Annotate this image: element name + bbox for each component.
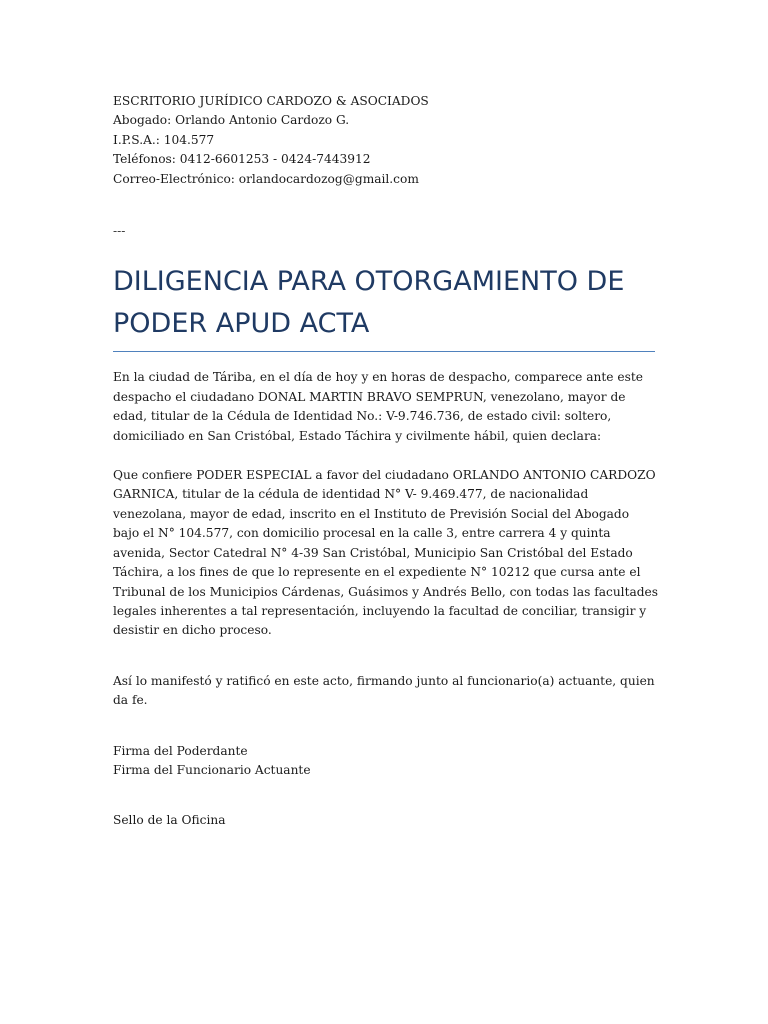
firm-name: ESCRITORIO JURÍDICO CARDOZO & ASOCIADOS (113, 94, 429, 108)
signature-block (113, 742, 658, 781)
email-address: Correo-Electrónico: orlandocardozog@gmail.com (113, 171, 419, 186)
letterhead (113, 92, 658, 189)
official-signature-label: Firma del Funcionario Actuante (113, 762, 311, 777)
document-title: DILIGENCIA PARA OTORGAMIENTO DE PODER APUD ACTA (113, 261, 655, 352)
ipsa-number: I.P.S.A.: 104.577 (113, 132, 215, 147)
office-seal-label: Sello de la Oficina (113, 813, 226, 828)
phone-numbers: Teléfonos: 0412-6601253 - 0424-7443912 (113, 152, 371, 167)
paragraph-power-of-attorney: Que confiere PODER ESPECIAL a favor del ciudadano ORLANDO ANTONIO CARDOZO GARNICA, titular de la cédula de identidad N° V- 9.469.477, de nacionalidad venezolana, mayor de edad, inscrito en el Instituto de Previsión Social del Abogado bajo el N° 104.577, con domicilio procesal en la calle 3, entre carrera 4 y quinta avenida, Sector Catedral N° 4-39 San Cristóbal, Municipio San Cristóbal del Estado Táchira, a los fines de que lo represente en el expediente N° 10212 que cursa ante el Tribunal de los Municipios Cárdenas, Guásimos y Andrés Bello, con todas las facultades legales inherentes a tal representación, incluyendo la facultad de conciliar, transigir y desistir en dicho proceso. (113, 468, 659, 638)
paragraph-ratification: Así lo manifestó y ratificó en este acto, firmando junto al funcionario(a) actuante, quien da fe. (113, 673, 655, 708)
separator: --- (113, 224, 126, 239)
paragraph-appearance: En la ciudad de Táriba, en el día de hoy y en horas de despacho, comparece ante este despacho el ciudadano DONAL MARTIN BRAVO SEMPRUN, venezolano, mayor de edad, titular de la Cédula de Identidad No.: V-9.746.736, de estado civil: soltero, domiciliado en San Cristóbal, Estado Táchira y civilmente hábil, quien declara: (113, 370, 643, 443)
grantor-signature-label: Firma del Poderdante (113, 743, 248, 758)
lawyer-name: Abogado: Orlando Antonio Cardozo G. (113, 113, 350, 128)
document-page (113, 92, 658, 831)
